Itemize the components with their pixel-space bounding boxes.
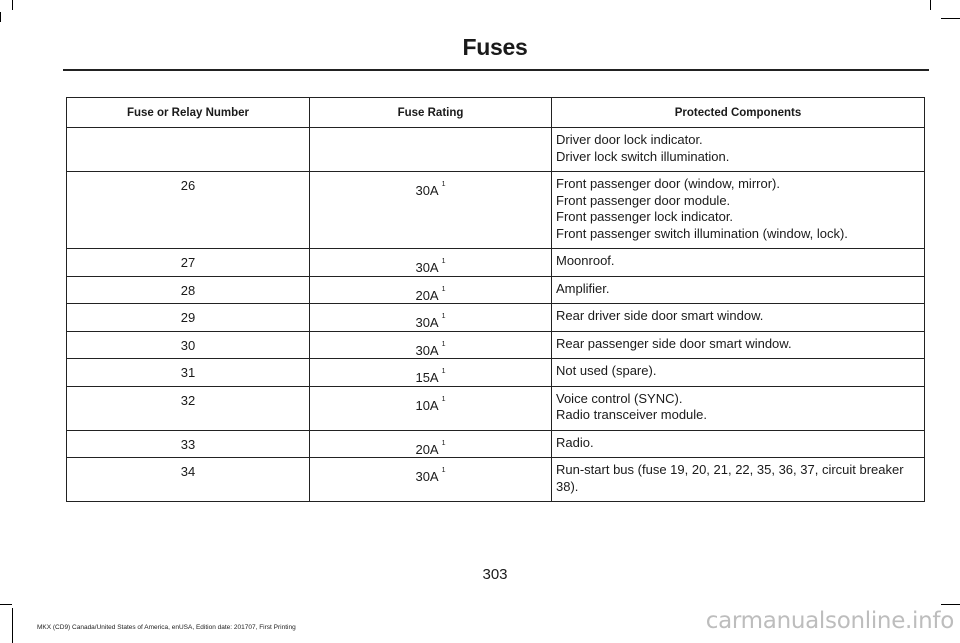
- fuse-rating-cell: [310, 359, 552, 387]
- footnote-marker: 1: [441, 313, 446, 320]
- fuse-rating-cell: [310, 331, 552, 359]
- component-line: Driver door lock indicator.: [556, 132, 703, 147]
- component-line: Rear passenger side door smart window.: [556, 335, 792, 351]
- protected-components-cell: [552, 304, 925, 332]
- table-row: [67, 458, 925, 502]
- crop-mark: [0, 604, 12, 605]
- protected-components-cell: [552, 331, 925, 359]
- table-row: [67, 386, 925, 430]
- fuse-number-cell: 32: [67, 386, 310, 430]
- footnote-marker: 1: [441, 395, 446, 403]
- page-title: Fuses: [462, 34, 528, 60]
- fuse-rating-value: 15A: [415, 370, 439, 385]
- table-row: [67, 276, 925, 304]
- table-row: [67, 172, 925, 249]
- crop-mark: [941, 18, 960, 19]
- component-line: Run-start bus (fuse 19, 20, 21, 22, 35, 36, 37, circuit breaker: [556, 462, 904, 477]
- protected-components-cell: [552, 458, 925, 502]
- table-row: [67, 249, 925, 277]
- protected-components-cell: [552, 430, 925, 458]
- component-line: Front passenger lock indicator.: [556, 209, 734, 224]
- fuse-rating-value: 10A: [415, 397, 439, 413]
- crop-mark: [12, 608, 13, 643]
- fuse-rating-cell: [310, 430, 552, 458]
- fuse-rating-value: 30A: [415, 315, 439, 330]
- component-line: Radio transceiver module.: [556, 407, 708, 422]
- column-header: Fuse or Relay Number: [67, 98, 310, 128]
- component-line: Not used (spare).: [556, 363, 657, 378]
- component-line: Rear driver side door smart window.: [556, 308, 764, 323]
- fuse-rating-cell: [310, 172, 552, 249]
- fuse-rating-value: 30A: [415, 183, 439, 198]
- component-line: Front passenger door module.: [556, 192, 731, 208]
- footnote-marker: 1: [441, 439, 446, 447]
- component-line: Front passenger door (window, mirror).: [556, 176, 780, 191]
- crop-mark: [12, 0, 13, 10]
- fuse-number-cell: 27: [67, 249, 310, 277]
- column-header: Fuse Rating: [310, 98, 552, 128]
- footnote-marker: 1: [441, 340, 446, 348]
- watermark: carmanualsonline.info: [705, 608, 954, 634]
- table-row: [67, 331, 925, 359]
- fuse-rating-value: 30A: [415, 469, 439, 484]
- fuse-number-cell: 33: [67, 430, 310, 458]
- fuse-rating-cell: [310, 304, 552, 332]
- footnote-marker: 1: [441, 181, 446, 188]
- crop-mark: [930, 0, 931, 10]
- table-row: [67, 359, 925, 387]
- protected-components-cell: [552, 276, 925, 304]
- fuse-rating-cell: [310, 458, 552, 502]
- fuse-number-cell: [67, 128, 310, 172]
- fuse-rating-cell: [310, 276, 552, 304]
- footnote-marker: 1: [441, 467, 446, 474]
- table-row: [67, 304, 925, 332]
- fuse-number-cell: 30: [67, 331, 310, 359]
- fuse-number-cell: 31: [67, 359, 310, 387]
- table-row: [67, 430, 925, 458]
- crop-mark: [941, 604, 960, 605]
- fuse-rating-value: 20A: [415, 441, 439, 457]
- component-line: Front passenger switch illumination (window, lock).: [556, 225, 848, 241]
- component-line: Driver lock switch illumination.: [556, 148, 730, 164]
- component-line: Amplifier.: [556, 280, 610, 296]
- fuse-table: [66, 97, 925, 502]
- component-line: Voice control (SYNC).: [556, 390, 683, 406]
- crop-mark: [0, 12, 1, 22]
- fuse-rating-value: 30A: [415, 342, 439, 358]
- column-header: Protected Components: [552, 98, 925, 128]
- edition-footer: MKX (CD9) Canada/United States of America, enUSA, Edition date: 201707, First Printing: [37, 624, 296, 631]
- component-line: 38).: [556, 478, 579, 494]
- fuse-rating-value: 30A: [415, 260, 439, 275]
- fuse-rating-cell: [310, 128, 552, 172]
- footnote-marker: 1: [441, 368, 446, 375]
- fuse-number-cell: 26: [67, 172, 310, 249]
- protected-components-cell: [552, 172, 925, 249]
- protected-components-cell: [552, 359, 925, 387]
- component-line: Radio.: [556, 434, 594, 450]
- protected-components-cell: [552, 386, 925, 430]
- fuse-number-cell: 28: [67, 276, 310, 304]
- title-divider: [63, 69, 929, 71]
- protected-components-cell: [552, 249, 925, 277]
- fuse-rating-cell: [310, 249, 552, 277]
- fuse-number-cell: 34: [67, 458, 310, 502]
- component-line: Moonroof.: [556, 253, 615, 268]
- protected-components-cell: [552, 128, 925, 172]
- fuse-number-cell: 29: [67, 304, 310, 332]
- table-row: [67, 128, 925, 172]
- fuse-rating-cell: [310, 386, 552, 430]
- page-number: 303: [482, 566, 508, 583]
- fuse-rating-value: 20A: [415, 287, 439, 303]
- footnote-marker: 1: [441, 258, 446, 265]
- table-header-row: [67, 98, 925, 128]
- footnote-marker: 1: [441, 285, 446, 293]
